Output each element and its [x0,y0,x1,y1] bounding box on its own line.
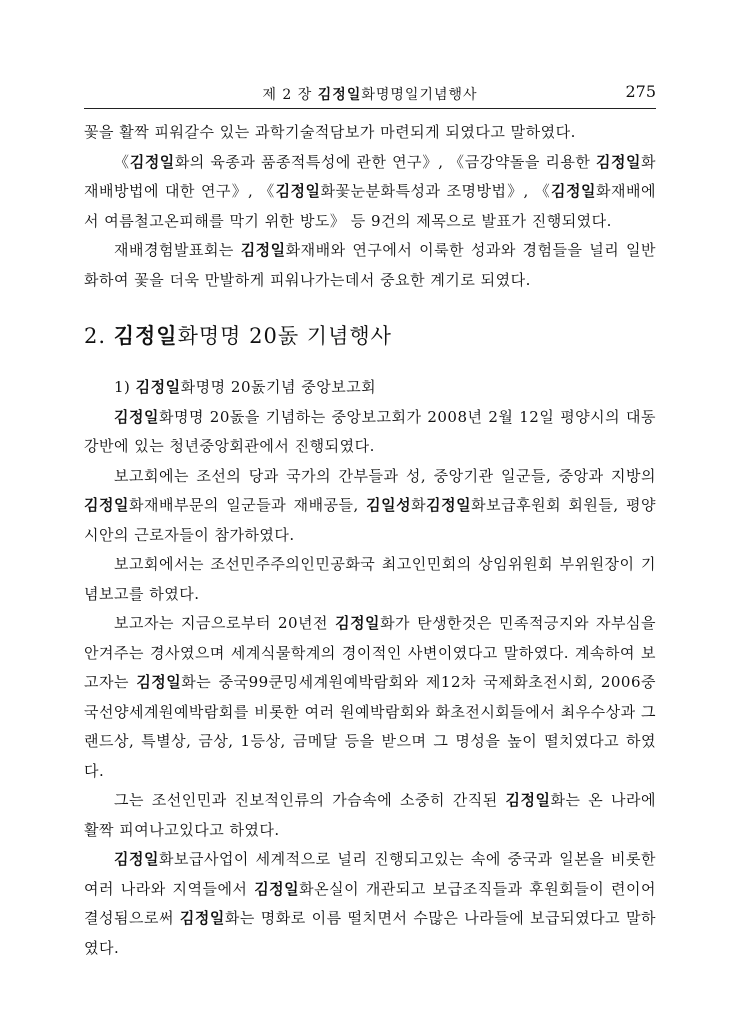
paragraph-1: 꽃을 활짝 피워갈수 있는 과학기술적담보가 마련되게 되였다고 말하였다. [84,123,576,141]
text-run: 화재배에서 여름철고온피해를 막기 위한 방도》 등 9건의 제목으로 발표가 진행되였다. [84,182,656,230]
bold-name: 김정일 [335,614,381,632]
text-run: 화재배부문의 일군들과 재배공들, [128,496,367,514]
text-run: 화는 명화로 이름 떨치면서 수많은 나라들에 보급되였다고 말하였다. [84,909,656,957]
text-run: 화명명 20돐을 기념하는 중앙보고회가 2008년 2월 12일 평양시의 대동강반에 있는 청년중앙회관에서 진행되였다. [84,407,656,455]
text-run: 화온실이 개관되고 보급조직들과 후원회들이 련이어 결성됨으로써 [84,879,656,927]
text-run: 화가 탄생한것은 민족적긍지와 자부심을 안겨주는 경사였으며 세계식물학계의 경이적인 사변이였다고 말하였다. 계속하여 보고자는 [84,614,656,691]
paragraph-3 [84,236,656,295]
body-text [84,118,656,963]
bold-name: 김정일 [275,182,321,200]
paragraph-5 [84,462,656,551]
running-header [84,80,656,109]
text-run: 화명명 20돐 기념행사 [177,324,392,348]
bold-name: 김정일 [179,909,225,927]
text-run: 화는 온 나라에 활짝 피여나고있다고 하였다. [84,791,656,839]
bold-name: 김일성 [366,496,412,514]
text-run: 화명명 20돐기념 중앙보고회 [180,378,377,396]
text-run: 화 [411,496,427,514]
text-run: 화의 육종과 품종적특성에 관한 연구》, 《금강약돌을 리용한 [174,152,596,171]
text-run: 보고자는 지금으로부터 20년전 [114,614,336,632]
bold-name: 김정일 [113,324,178,348]
paragraph-2 [84,148,656,237]
page-number: 275 [625,82,656,101]
chapter-name-bold: 김정일 [317,87,362,103]
text-run: 화꽃눈분화특성과 조명방법》, 《 [320,182,552,200]
bold-name: 김정일 [135,378,181,396]
text-run: 재배경험발표회는 [114,241,241,259]
bold-name: 김정일 [136,673,182,691]
bold-name: 김정일 [505,791,551,809]
text-run: 화보급후원회 회원들, 평양시안의 근로자들이 참가하였다. [84,496,656,544]
chapter-label: 제 2 장 [262,87,318,103]
text-run: 화재배와 연구에서 이룩한 성과와 경험들을 널리 일반화하여 꽃을 더욱 만발하게 피워나가는데서 중요한 계기로 되였다. [84,241,656,289]
text-run: 1) [114,378,136,396]
chapter-title [84,84,656,104]
text-run: 《 [114,152,130,171]
text-run: 그는 조선인민과 진보적인류의 가슴속에 소중히 간직된 [114,791,506,809]
bold-name: 김정일 [254,879,300,898]
bold-name: 김정일 [129,152,175,171]
bold-name: 김정일 [114,850,159,868]
paragraph-4 [84,403,656,462]
bold-name: 김정일 [426,496,472,514]
text-run: 2. [84,324,114,348]
paragraph-9 [84,845,656,963]
paragraph-7 [84,609,656,786]
bold-name: 김정일 [84,496,129,514]
text-run: 화보급사업이 세계적으로 널리 진행되고있는 속에 중국과 일본을 비롯한 여러 나라와 지역들에서 [84,850,656,898]
text-run: 화는 중국99쿤밍세계원예박람회와 제12차 국제화초전시회, 2006중국선양세계원예박람회를 비롯한 여러 원예박람회와 화초전시회들에서 최우수상과 그랜드상, 특별상, 금상, 1등상, 금메달 등을 받으며 그 명성을 높이 떨치였다고 하였다. [84,673,656,780]
paragraph-8 [84,786,656,845]
text-run: 보고회에는 조선의 당과 국가의 간부들과 성, 중앙기관 일군들, 중앙과 지방의 [114,466,656,485]
text-run: 화재배방법에 대한 연구》, 《 [84,152,656,200]
paragraph-6: 보고회에서는 조선민주주의인민공화국 최고인민회의 상임위원회 부위원장이 기념보고를 하였다. [84,555,656,603]
bold-name: 김정일 [240,241,286,259]
subsection-title [84,373,656,403]
bold-name: 김정일 [114,407,159,426]
chapter-name-rest: 화명명일기념행사 [361,87,478,103]
bold-name: 김정일 [551,182,597,200]
section-title [84,321,656,351]
bold-name: 김정일 [596,152,641,171]
